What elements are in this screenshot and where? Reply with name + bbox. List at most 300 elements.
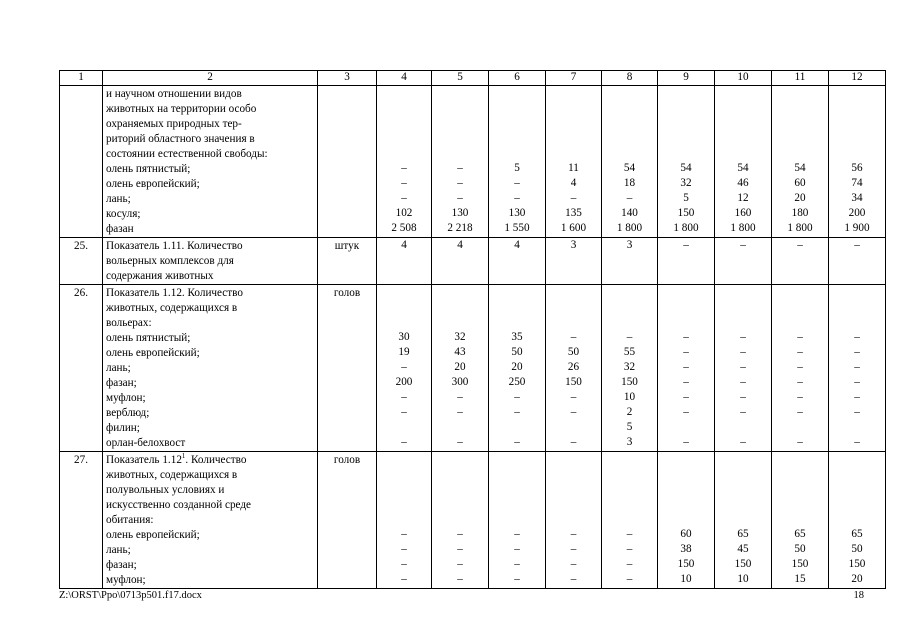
value (829, 131, 885, 146)
value: – (854, 361, 860, 373)
col-header: 1 (60, 71, 103, 86)
year-value-cell (377, 86, 432, 238)
value (602, 315, 657, 330)
description-line: содержания животных (106, 270, 214, 282)
year-value-cell (377, 285, 432, 452)
value (658, 86, 714, 101)
value: – (626, 192, 633, 204)
value: 10 (737, 573, 749, 585)
year-value-cell (772, 86, 829, 238)
value (772, 101, 828, 116)
value (715, 482, 771, 497)
value: – (457, 162, 463, 174)
value (602, 482, 657, 497)
value (377, 420, 431, 435)
description-line: лань; (106, 362, 131, 374)
value: 4 (457, 239, 463, 251)
value (432, 300, 488, 315)
value (432, 497, 488, 512)
value: 180 (791, 207, 809, 219)
indicator-description (103, 86, 318, 238)
value (715, 285, 771, 300)
value: – (570, 406, 577, 418)
value (715, 497, 771, 512)
value: 56 (851, 162, 863, 174)
value (715, 86, 771, 101)
value (658, 146, 714, 161)
value: – (514, 391, 520, 403)
value: 19 (398, 346, 410, 358)
col-header: 12 (829, 71, 886, 86)
value: 20 (794, 192, 806, 204)
year-value-cell (829, 86, 886, 238)
value (715, 452, 771, 467)
description-line: муфлон; (106, 574, 146, 586)
value (546, 512, 601, 527)
value (489, 452, 545, 467)
value (658, 512, 714, 527)
value: – (854, 406, 860, 418)
value: – (797, 436, 803, 448)
value: 60 (680, 528, 692, 540)
value: – (457, 177, 463, 189)
value: – (626, 331, 633, 343)
value (602, 101, 657, 116)
description-line: фазан (106, 223, 134, 235)
value: – (797, 331, 803, 343)
value: – (683, 436, 689, 448)
description-line (106, 453, 314, 468)
value (715, 116, 771, 131)
value (715, 512, 771, 527)
value: 5 (683, 192, 689, 204)
value: 34 (851, 192, 863, 204)
description-line: животных, содержащихся в (106, 302, 238, 314)
value (602, 512, 657, 527)
value (489, 420, 545, 435)
value: – (514, 406, 520, 418)
description-line: Показатель 1.11. Количество (106, 240, 243, 252)
value (602, 497, 657, 512)
value: – (626, 543, 633, 555)
value: – (683, 376, 689, 388)
value: 200 (848, 207, 866, 219)
value (715, 268, 771, 283)
value: – (797, 406, 803, 418)
year-value-cell (432, 86, 489, 238)
value (489, 131, 545, 146)
value (432, 101, 488, 116)
value: – (457, 573, 463, 585)
value (829, 268, 885, 283)
col-header: 5 (432, 71, 489, 86)
col-header: 4 (377, 71, 432, 86)
description-line: обитания: (106, 514, 154, 526)
value: – (683, 331, 689, 343)
value (546, 86, 601, 101)
value: – (797, 391, 803, 403)
value: – (570, 331, 577, 343)
value (602, 452, 657, 467)
value: – (401, 406, 407, 418)
value (489, 268, 545, 283)
value (772, 268, 828, 283)
description-line: фазан; (106, 559, 137, 571)
value (377, 131, 431, 146)
year-value-cell (658, 86, 715, 238)
superscript-index: 1 (181, 453, 186, 460)
year-value-cell (546, 452, 602, 589)
value: 1 600 (560, 222, 587, 234)
year-value-cell (489, 285, 546, 452)
table-row (60, 86, 886, 238)
year-value-cell (546, 86, 602, 238)
value: – (570, 192, 577, 204)
value (546, 131, 601, 146)
value: 130 (508, 207, 526, 219)
description-line: орлан-белохвост (106, 437, 186, 449)
col-header: 9 (658, 71, 715, 86)
value (829, 86, 885, 101)
description-line: искусственно созданной среде (106, 499, 252, 511)
value: – (401, 436, 407, 448)
value: – (457, 192, 463, 204)
value: – (797, 376, 803, 388)
value (829, 497, 885, 512)
value (377, 467, 431, 482)
description-line-tail: . Количество (185, 454, 247, 466)
value: 20 (511, 361, 523, 373)
row-number: 25. (60, 238, 103, 285)
value: 26 (567, 361, 580, 373)
description-line: филин; (106, 422, 140, 434)
value (829, 300, 885, 315)
table-row (60, 238, 886, 285)
value: – (401, 528, 407, 540)
indicator-description (103, 238, 318, 285)
year-value-cell (432, 238, 489, 285)
description-line: охраняемых природных тер- (106, 118, 242, 130)
description-line: олень европейский; (106, 347, 200, 359)
value: – (514, 573, 520, 585)
value (546, 482, 601, 497)
col-header: 2 (103, 71, 318, 86)
value: 135 (565, 207, 582, 219)
value: 150 (677, 558, 695, 570)
unit-of-measure: голов (318, 285, 377, 452)
value: 54 (623, 162, 636, 174)
col-header: 11 (772, 71, 829, 86)
value (489, 86, 545, 101)
value: – (457, 406, 463, 418)
value: 15 (794, 573, 806, 585)
value: – (514, 192, 520, 204)
value (432, 512, 488, 527)
value: 1 550 (504, 222, 530, 234)
value (377, 300, 431, 315)
value: 65 (794, 528, 806, 540)
value (377, 512, 431, 527)
year-value-cell (715, 452, 772, 589)
value (432, 146, 488, 161)
value: – (401, 573, 407, 585)
value (772, 285, 828, 300)
year-value-cell (432, 452, 489, 589)
unit-of-measure: голов (318, 452, 377, 589)
value (602, 116, 657, 131)
value (489, 315, 545, 330)
value (602, 300, 657, 315)
value: – (570, 558, 577, 570)
value: – (401, 361, 407, 373)
description-line: и научном отношении видов (106, 88, 242, 100)
value (602, 467, 657, 482)
indicator-description (103, 285, 318, 452)
row-number (60, 86, 103, 238)
value: 54 (794, 162, 806, 174)
value: – (514, 436, 520, 448)
value (377, 285, 431, 300)
value (772, 452, 828, 467)
value (489, 285, 545, 300)
value: 3 (626, 239, 633, 251)
value: 150 (565, 376, 582, 388)
description-line: вольерных комплексов для (106, 255, 234, 267)
page-number: 18 (853, 590, 864, 601)
value (658, 300, 714, 315)
year-value-cell (829, 238, 886, 285)
value (546, 285, 601, 300)
value: 65 (851, 528, 863, 540)
value: – (457, 543, 463, 555)
value: 54 (680, 162, 692, 174)
value (432, 420, 488, 435)
value (829, 116, 885, 131)
value: – (854, 436, 860, 448)
value: 65 (737, 528, 749, 540)
value: 20 (454, 361, 466, 373)
value: 2 218 (447, 222, 473, 234)
value (829, 315, 885, 330)
year-value-cell (602, 452, 658, 589)
table-row (60, 285, 886, 452)
value (489, 512, 545, 527)
value: 300 (451, 376, 469, 388)
description-line: олень пятнистый; (106, 332, 191, 344)
value (377, 268, 431, 283)
value: – (797, 346, 803, 358)
value: – (854, 239, 860, 251)
year-value-cell (602, 238, 658, 285)
value (772, 497, 828, 512)
value: 150 (677, 207, 695, 219)
value (489, 116, 545, 131)
value: 60 (794, 177, 806, 189)
description-line: фазан; (106, 377, 137, 389)
value: 250 (508, 376, 526, 388)
value: – (457, 391, 463, 403)
year-value-cell (829, 285, 886, 452)
value: – (740, 239, 746, 251)
value: – (457, 436, 463, 448)
year-value-cell (658, 285, 715, 452)
value: – (401, 192, 407, 204)
value: 45 (737, 543, 749, 555)
value: – (740, 331, 746, 343)
value (715, 101, 771, 116)
year-value-cell (715, 285, 772, 452)
value: 5 (514, 162, 520, 174)
description-line: Показатель 1.12. Количество (106, 287, 243, 299)
value (546, 116, 601, 131)
value (772, 420, 828, 435)
year-value-cell (546, 285, 602, 452)
value (377, 315, 431, 330)
value: – (797, 361, 803, 373)
year-value-cell (377, 452, 432, 589)
value (546, 420, 601, 435)
value (658, 482, 714, 497)
col-header: 10 (715, 71, 772, 86)
value: 160 (734, 207, 752, 219)
value (602, 285, 657, 300)
value: – (740, 406, 746, 418)
year-value-cell (546, 238, 602, 285)
value (432, 467, 488, 482)
year-value-cell (658, 452, 715, 589)
value (546, 452, 601, 467)
value (772, 146, 828, 161)
description-line: муфлон; (106, 392, 146, 404)
value (772, 482, 828, 497)
value (715, 300, 771, 315)
value: 3 (570, 239, 577, 251)
value: – (683, 346, 689, 358)
value: – (401, 543, 407, 555)
description-line: лань; (106, 193, 131, 205)
value: 1 800 (616, 222, 643, 234)
description-line: вольерах: (106, 317, 152, 329)
description-line: полувольных условиях и (106, 484, 225, 496)
value (829, 420, 885, 435)
value (772, 86, 828, 101)
value: 30 (398, 331, 410, 343)
value (772, 131, 828, 146)
year-value-cell (772, 238, 829, 285)
value: 54 (737, 162, 749, 174)
value: – (570, 543, 577, 555)
description-line: олень пятнистый; (106, 163, 191, 175)
value: – (740, 361, 746, 373)
value (489, 101, 545, 116)
value: – (570, 573, 577, 585)
value (432, 268, 488, 283)
footer-file-path: Z:\ORST\Ppo\0713p501.f17.docx (59, 590, 202, 601)
value (658, 285, 714, 300)
year-value-cell (829, 452, 886, 589)
value (377, 116, 431, 131)
description-line: лань; (106, 544, 131, 556)
col-header: 6 (489, 71, 546, 86)
description-line: риторий областного значения в (106, 133, 255, 145)
value (772, 315, 828, 330)
row-number: 27. (60, 452, 103, 589)
description-line: состоянии естественной свободы: (106, 148, 268, 160)
value: 102 (395, 207, 413, 219)
value: 12 (737, 192, 749, 204)
value: – (854, 391, 860, 403)
value: – (740, 376, 746, 388)
value: – (683, 406, 689, 418)
value: – (401, 177, 407, 189)
value: – (854, 331, 860, 343)
value (377, 452, 431, 467)
value (658, 116, 714, 131)
value: – (401, 391, 407, 403)
value (658, 253, 714, 268)
value: – (514, 528, 520, 540)
value: 140 (621, 207, 638, 219)
value: 1 800 (730, 222, 756, 234)
value: 50 (851, 543, 863, 555)
value: – (626, 558, 633, 570)
year-value-cell (432, 285, 489, 452)
value: 18 (623, 177, 636, 189)
value: 3 (626, 436, 633, 448)
value (432, 315, 488, 330)
value (658, 268, 714, 283)
value (715, 420, 771, 435)
value: – (683, 391, 689, 403)
value: 1 800 (673, 222, 699, 234)
value: 150 (621, 376, 638, 388)
value (377, 146, 431, 161)
value: – (626, 528, 633, 540)
description-line-text: Показатель 1.12 (106, 454, 182, 466)
value (658, 452, 714, 467)
value (377, 253, 431, 268)
value (715, 467, 771, 482)
value (829, 146, 885, 161)
value: 2 (626, 406, 633, 418)
value (772, 253, 828, 268)
value: 4 (401, 239, 407, 251)
indicator-description (103, 452, 318, 589)
year-value-cell (602, 285, 658, 452)
value (602, 268, 657, 283)
value (546, 146, 601, 161)
value (772, 300, 828, 315)
value: 130 (451, 207, 469, 219)
value (546, 101, 601, 116)
value: 4 (514, 239, 520, 251)
value: 32 (454, 331, 466, 343)
indicator-table (59, 70, 886, 589)
value (829, 285, 885, 300)
year-value-cell (715, 86, 772, 238)
year-value-cell (489, 452, 546, 589)
value (377, 497, 431, 512)
value: – (401, 558, 407, 570)
description-line: олень европейский; (106, 529, 200, 541)
value (715, 131, 771, 146)
value (772, 116, 828, 131)
value: 32 (680, 177, 692, 189)
value: – (514, 543, 520, 555)
value (546, 268, 601, 283)
value: 35 (511, 331, 523, 343)
value (658, 497, 714, 512)
